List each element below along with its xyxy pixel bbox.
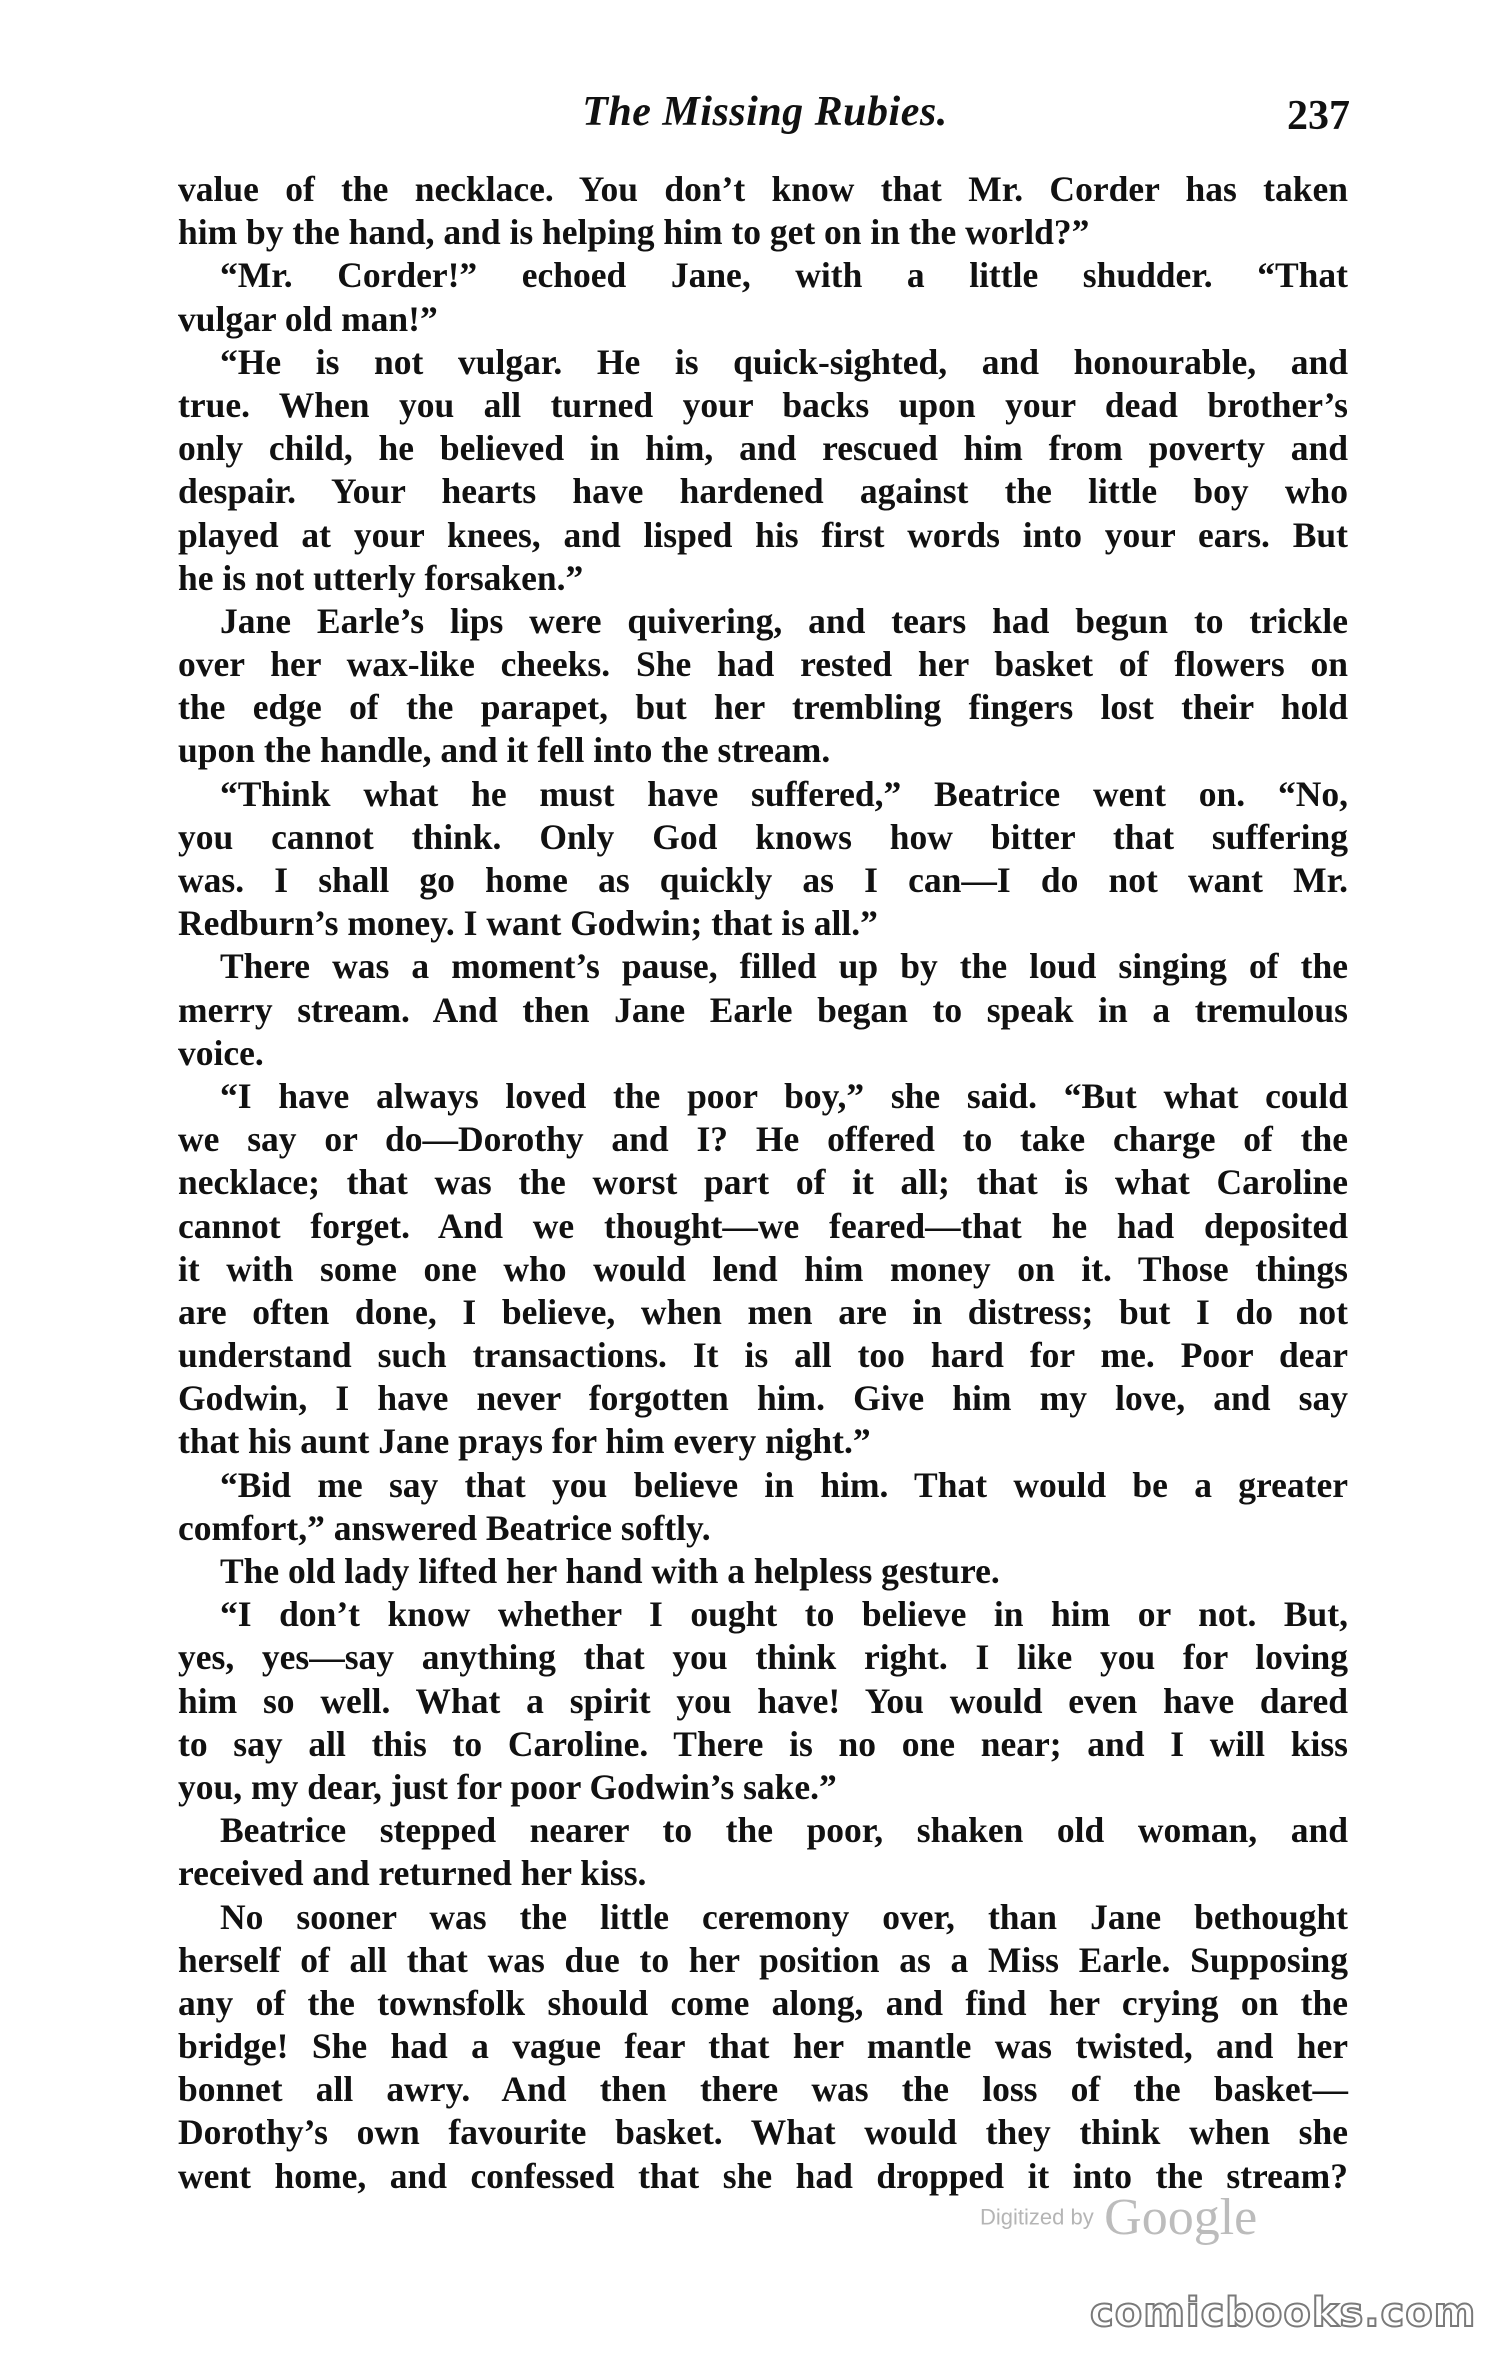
text-line: that his aunt Jane prays for him every night.” bbox=[178, 1421, 871, 1462]
running-head bbox=[180, 88, 1350, 148]
text-line: The old lady lifted her hand with a helpless gesture. bbox=[220, 1551, 1000, 1591]
body-text bbox=[178, 168, 1348, 2198]
digitized-by-stamp bbox=[980, 2188, 1257, 2247]
text-line: Godwin, I have never forgotten him. Give him my love, and say bbox=[178, 1378, 1348, 1419]
text-line: over her wax-like cheeks. She had rested her basket of flowers on bbox=[178, 644, 1348, 685]
text-line: upon the handle, and it fell into the stream. bbox=[178, 730, 831, 771]
text-line: we say or do—Dorothy and I? He offered to take charge of the bbox=[178, 1119, 1348, 1160]
text-line: bonnet all awry. And then there was the loss of the basket— bbox=[178, 2069, 1348, 2110]
text-line: was. I shall go home as quickly as I can—I do not want Mr. bbox=[178, 860, 1348, 900]
text-line: the edge of the parapet, but her trembling fingers lost their hold bbox=[178, 687, 1348, 728]
text-line: No sooner was the little ceremony over, than Jane bethought bbox=[220, 1896, 1348, 1937]
text-line: received and returned her kiss. bbox=[178, 1853, 647, 1894]
text-line: value of the necklace. You don’t know that Mr. Corder has taken bbox=[178, 169, 1348, 209]
text-line: necklace; that was the worst part of it all; that is what Caroline bbox=[178, 1162, 1348, 1203]
text-line: Beatrice stepped nearer to the poor, shaken old woman, and bbox=[220, 1810, 1348, 1851]
text-line: vulgar old man!” bbox=[178, 298, 438, 339]
text-line: comfort,” answered Beatrice softly. bbox=[178, 1507, 711, 1548]
text-line: There was a moment’s pause, filled up by the loud singing of the bbox=[220, 946, 1348, 987]
text-line: “Bid me say that you believe in him. That would be a greater bbox=[220, 1464, 1348, 1505]
text-line: only child, he believed in him, and rescued him from poverty and bbox=[178, 428, 1348, 469]
text-line: despair. Your hearts have hardened against the little boy who bbox=[178, 471, 1348, 512]
text-line: true. When you all turned your backs upon your dead brother’s bbox=[178, 384, 1348, 425]
text-line: “He is not vulgar. He is quick-sighted, and honourable, and bbox=[220, 341, 1348, 382]
text-line: voice. bbox=[178, 1032, 264, 1073]
site-watermark: comicbooks.com bbox=[1090, 2290, 1477, 2336]
text-line: Redburn’s money. I want Godwin; that is all.” bbox=[178, 903, 878, 944]
text-line: you cannot think. Only God knows how bitter that suffering bbox=[178, 816, 1348, 857]
text-line: bridge! She had a vague fear that her mantle was twisted, and her bbox=[178, 2026, 1348, 2067]
text-line: herself of all that was due to her position as a Miss Earle. Supposing bbox=[178, 1939, 1348, 1980]
page-number: 237 bbox=[1287, 93, 1350, 139]
text-line: merry stream. And then Jane Earle began to speak in a tremulous bbox=[178, 989, 1348, 1030]
text-line: Dorothy’s own favourite basket. What would they think when she bbox=[178, 2112, 1348, 2153]
text-line: any of the townsfolk should come along, and find her crying on the bbox=[178, 1982, 1348, 2023]
text-line: “Think what he must have suffered,” Beatrice went on. “No, bbox=[220, 773, 1348, 814]
text-line: yes, yes—say anything that you think right. I like you for loving bbox=[178, 1637, 1348, 1678]
text-line: it with some one who would lend him money on it. Those things bbox=[178, 1248, 1348, 1289]
text-line: “I have always loved the poor boy,” she said. “But what could bbox=[220, 1075, 1348, 1116]
text-line: understand such transactions. It is all too hard for me. Poor dear bbox=[178, 1335, 1348, 1376]
text-line: are often done, I believe, when men are in distress; but I do not bbox=[178, 1291, 1348, 1332]
text-line: Jane Earle’s lips were quivering, and tears had begun to trickle bbox=[220, 600, 1348, 641]
text-line: you, my dear, just for poor Godwin’s sake.” bbox=[178, 1766, 837, 1807]
text-line: “I don’t know whether I ought to believe in him or not. But, bbox=[220, 1594, 1348, 1635]
digitized-label: Digitized by bbox=[980, 2204, 1094, 2230]
text-line: him so well. What a spirit you have! You would even have dared bbox=[178, 1680, 1348, 1721]
running-title: The Missing Rubies. bbox=[582, 89, 948, 135]
text-line: went home, and confessed that she had dropped it into the stream? bbox=[178, 2155, 1348, 2196]
text-line: “Mr. Corder!” echoed Jane, with a little shudder. “That bbox=[220, 255, 1348, 296]
text-line: to say all this to Caroline. There is no one near; and I will kiss bbox=[178, 1723, 1348, 1764]
google-logo: Google bbox=[1104, 2189, 1258, 2246]
text-line: played at your knees, and lisped his first words into your ears. But bbox=[178, 514, 1348, 555]
text-line: him by the hand, and is helping him to get on in the world?” bbox=[178, 212, 1090, 253]
text-line: he is not utterly forsaken.” bbox=[178, 557, 584, 598]
text-line: cannot forget. And we thought—we feared—that he had deposited bbox=[178, 1205, 1348, 1246]
